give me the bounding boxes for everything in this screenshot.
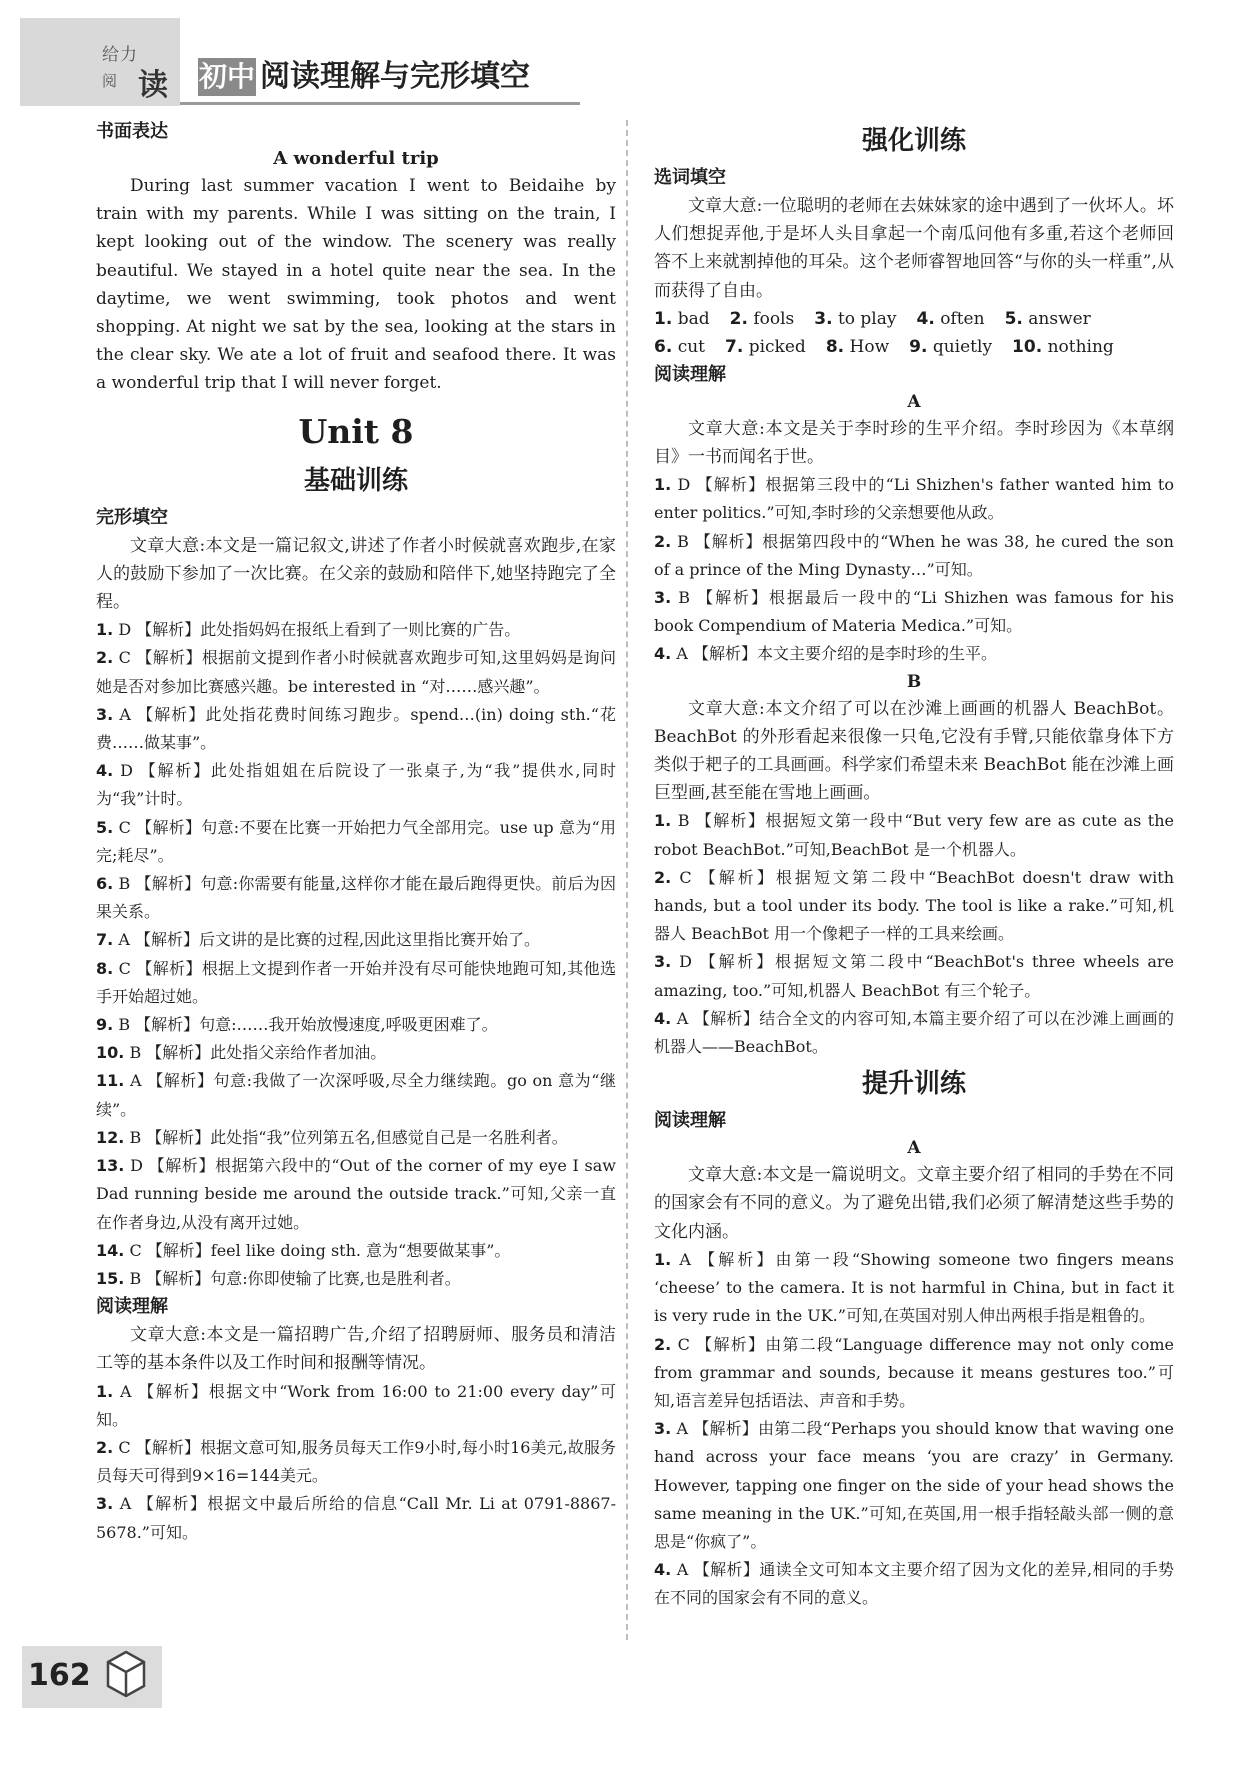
word-answer-text: picked: [748, 336, 806, 357]
answer-text: C 【解析】根据文意可知,服务员每天工作9小时,每小时16美元,故服务员每天可得到9×16=144美元。: [96, 1437, 616, 1486]
reading-label-improve: 阅读理解: [654, 1110, 726, 1132]
word-answer-text: fools: [753, 308, 795, 329]
answer-text: D 【解析】此处指妈妈在报纸上看到了一则比赛的广告。: [118, 620, 521, 640]
answer-number: 11.: [96, 1071, 125, 1091]
header-rule: [180, 102, 580, 105]
answer-number: 3.: [96, 1494, 114, 1514]
word-answer-text: How: [849, 336, 890, 357]
answer-text: B 【解析】根据第四段中的“When he was 38, he cured the son of a prince of the Ming Dynasty…”可知。: [654, 531, 1174, 579]
reading-label-right: 阅读理解: [654, 363, 726, 385]
answer-item: [96, 1237, 616, 1265]
answer-text: B 【解析】句意:你即使输了比赛,也是胜利者。: [129, 1268, 461, 1288]
answer-text: B 【解析】此处指父亲给作者加油。: [129, 1043, 387, 1063]
cloze-label: 完形填空: [96, 506, 168, 528]
answer-item: [654, 1556, 1174, 1612]
answer-number: 3.: [654, 588, 672, 608]
word-answer-text: often: [940, 308, 985, 329]
answer-number: 9.: [96, 1015, 114, 1035]
answer-number: 3.: [654, 1419, 672, 1439]
word-answer-number: 9.: [909, 336, 928, 357]
answer-number: 4.: [96, 761, 114, 781]
passage-b-label: B: [906, 671, 922, 692]
answer-text: A 【解析】由第二段“Perhaps you should know that waving one hand across your face means ‘you are crazy’ in Germany. However, tapping one finger on the side of your head shows the same meaning in the UK.”可知,在英国,用一根手指轻敲头部一侧的意思是“你疯了”。: [654, 1419, 1174, 1551]
answer-number: 12.: [96, 1127, 125, 1147]
word-answer: [1012, 337, 1114, 357]
answer-item: [96, 757, 616, 813]
essay-title: A wonderful trip: [273, 148, 439, 169]
answer-item: [654, 948, 1174, 1004]
answer-text: D 【解析】根据短文第二段中“BeachBot's three wheels are amazing, too.”可知,机器人 BeachBot 有三个轮子。: [654, 952, 1174, 1000]
answer-text: B 【解析】句意:……我开始放慢速度,呼吸更困难了。: [118, 1015, 498, 1035]
answer-text: B 【解析】根据最后一段中的“Li Shizhen was famous for his book Compendium of Materia Medica.”可知。: [654, 588, 1174, 636]
answer-number: 1.: [96, 620, 114, 640]
answer-number: 2.: [96, 1437, 114, 1457]
word-answer-row: [654, 333, 1174, 361]
answer-item: [654, 807, 1174, 863]
answer-item: [654, 1246, 1174, 1331]
answer-number: 5.: [96, 817, 114, 837]
answer-text: D 【解析】根据第三段中的“Li Shizhen's father wanted him to enter politics.”可知,李时珍的父亲想要他从政。: [654, 475, 1174, 523]
answer-number: 6.: [96, 874, 114, 894]
passage-a-label: A: [907, 391, 921, 412]
cloze-answer-list: [96, 616, 616, 1293]
answer-item: [96, 870, 616, 926]
improve-training-title: 提升训练: [861, 1069, 966, 1100]
written-expression-label: 书面表达: [96, 121, 168, 142]
answer-item: [654, 1415, 1174, 1556]
word-answer-text: bad: [677, 308, 710, 329]
word-fill-label: 选词填空: [654, 167, 726, 188]
word-answer-grid: [654, 305, 1174, 361]
word-answer-text: cut: [677, 336, 706, 357]
answer-text: B 【解析】句意:你需要有能量,这样你才能在最后跑得更快。前后为因果关系。: [96, 874, 616, 922]
answer-number: 14.: [96, 1240, 125, 1260]
answer-number: 10.: [96, 1043, 125, 1063]
answer-number: 8.: [96, 958, 114, 978]
answer-text: C 【解析】根据前文提到作者小时候就喜欢跑步可知,这里妈妈是询问她是否对参加比赛感兴趣。be interested in “对……感兴趣”。: [96, 648, 616, 696]
answer-text: A 【解析】根据文中“Work from 16:00 to 21:00 every day”可知。: [96, 1381, 616, 1429]
word-answer-number: 6.: [654, 336, 673, 357]
word-answer-number: 4.: [916, 308, 935, 329]
answer-item: [96, 1265, 616, 1293]
reading-summary: 文章大意:本文是一篇招聘广告,介绍了招聘厨师、服务员和清洁工等的基本条件以及工作时间和报酬等情况。: [96, 1325, 616, 1374]
answer-text: A 【解析】由第一段“Showing someone two fingers means ‘cheese’ to the camera. It is not harmful in China, but in fact it is very rude in the UK.”可知,在英国对别人伸出两根手指是粗鲁的。: [654, 1249, 1174, 1326]
answer-text: A 【解析】句意:我做了一次深呼吸,尽全力继续跑。go on 意为“继续”。: [96, 1071, 616, 1119]
answer-item: [654, 1005, 1174, 1061]
answer-text: A 【解析】后文讲的是比赛的过程,因此这里指比赛开始了。: [118, 930, 541, 950]
reading-answer-list: [96, 1378, 616, 1547]
answer-text: A 【解析】通读全文可知本文主要介绍了因为文化的差异,相同的手势在不同的国家会有不同的意义。: [654, 1560, 1174, 1608]
answer-text: C 【解析】feel like doing sth. 意为“想要做某事”。: [129, 1240, 511, 1260]
word-answer-number: 7.: [725, 336, 744, 357]
answer-number: 1.: [654, 475, 672, 495]
answer-item: [96, 701, 616, 757]
left-column: [96, 118, 616, 1547]
answer-text: D 【解析】根据第六段中的“Out of the corner of my eye I saw Dad running beside me around the outside track.”可知,父亲一直在作者身边,从没有离开过她。: [96, 1156, 616, 1232]
answer-item: [96, 814, 616, 870]
word-answer: [725, 337, 806, 357]
page-footer: [22, 1640, 182, 1720]
answer-item: [654, 528, 1174, 584]
answer-item: [96, 1124, 616, 1152]
answer-number: 3.: [654, 952, 672, 972]
level-tag: 初中: [198, 58, 256, 96]
answer-number: 1.: [654, 1249, 672, 1269]
book-title: 阅读理解与完形填空: [260, 59, 530, 94]
answer-item: [96, 1434, 616, 1490]
word-answer-number: 1.: [654, 308, 673, 329]
answer-number: 2.: [654, 531, 672, 551]
answer-number: 13.: [96, 1156, 125, 1176]
right-column: [654, 118, 1174, 1613]
passage-a2-summary: 文章大意:本文是一篇说明文。文章主要介绍了相同的手势在不同的国家会有不同的意义。为了避免出错,我们必须了解清楚这些手势的文化内涵。: [654, 1165, 1174, 1242]
answer-text: C 【解析】根据短文第二段中“BeachBot doesn't draw with hands, but a tool under its body. The tool is like a rake.”可知,机器人 BeachBot 用一个像耙子一样的工具来绘画。: [654, 867, 1174, 944]
answer-item: [654, 864, 1174, 949]
answer-item: [96, 926, 616, 954]
answer-text: B 【解析】根据短文第一段中“But very few are as cute as the robot BeachBot.”可知,BeachBot 是一个机器人。: [654, 811, 1174, 859]
answer-item: [654, 584, 1174, 640]
answer-number: 15.: [96, 1268, 125, 1288]
word-answer-row: [654, 305, 1174, 333]
word-answer: [814, 309, 896, 329]
cloze-summary: 文章大意:本文是一篇记叙文,讲述了作者小时候就喜欢跑步,在家人的鼓励下参加了一次比赛。在父亲的鼓励和陪伴下,她坚持跑完了全程。: [96, 535, 616, 613]
word-answer: [654, 309, 710, 329]
passage-a2-label: A: [907, 1138, 921, 1159]
answer-text: D 【解析】此处指姐姐在后院设了一张桌子,为“我”提供水,同时为“我”计时。: [96, 761, 616, 809]
passage-a-answer-list: [654, 471, 1174, 668]
answer-number: 2.: [654, 867, 672, 887]
answer-text: A 【解析】此处指花费时间练习跑步。spend…(in) doing sth.“花费……做某事”。: [96, 704, 616, 753]
word-answer: [909, 337, 992, 357]
answer-item: [96, 955, 616, 1011]
answer-item: [654, 1331, 1174, 1416]
answer-item: [96, 1152, 616, 1237]
word-answer-number: 10.: [1012, 336, 1043, 357]
word-answer-number: 8.: [825, 336, 845, 357]
answer-item: [96, 1490, 616, 1546]
answer-text: C 【解析】句意:不要在比赛一开始把力气全部用完。use up 意为“用完;耗尽”。: [96, 817, 616, 865]
passage-a2-answer-list: [654, 1246, 1174, 1613]
reading-label: 阅读理解: [96, 1296, 168, 1318]
word-answer-text: nothing: [1047, 336, 1114, 357]
word-answer: [730, 309, 795, 329]
answer-text: C 【解析】由第二段“Language difference may not only come from grammar and sounds, because it means gestures too.”可知,语言差异包括语法、声音和手势。: [654, 1334, 1174, 1410]
answer-number: 1.: [654, 811, 672, 831]
answer-number: 2.: [96, 648, 114, 668]
answer-text: A 【解析】结合全文的内容可知,本篇主要介绍了可以在沙滩上画画的机器人——BeachBot。: [654, 1008, 1174, 1057]
word-answer-number: 3.: [814, 308, 833, 329]
column-divider: [626, 120, 628, 1640]
answer-item: [96, 1039, 616, 1067]
answer-item: [96, 1378, 616, 1434]
answer-number: 7.: [96, 930, 114, 950]
passage-b-answer-list: [654, 807, 1174, 1061]
strengthen-training-title: 强化训练: [861, 126, 966, 156]
word-answer: [916, 309, 984, 329]
essay-text: During last summer vacation I went to Beidaihe by train with my parents. While I was sitting on the train, I kept looking out of the window. The scenery was really beautiful. We stayed in a hotel quite near the sea. In the daytime, we went swimming, took photos and went shopping. At night we sat by the sea, looking at the stars in the clear sky. We ate a lot of fruit and seafood there. It was a wonderful trip that I will never forget.: [96, 176, 616, 394]
passage-b-summary: 文章大意:本文介绍了可以在沙滩上画画的机器人 BeachBot。BeachBot 的外形看起来很像一只龟,它没有手臂,只能依靠身体下方类似于耙子的工具画画。科学家们希望未来 BeachBot 能在沙滩上画巨型画,甚至能在雪地上画画。: [654, 698, 1174, 804]
word-answer: [654, 337, 705, 357]
word-answer-text: quietly: [932, 336, 993, 357]
answer-number: 1.: [96, 1381, 114, 1401]
answer-text: C 【解析】根据上文提到作者一开始并没有尽可能快地跑可知,其他选手开始超过她。: [96, 958, 616, 1006]
word-answer-text: to play: [837, 308, 897, 329]
answer-item: [654, 471, 1174, 527]
answer-number: 2.: [654, 1334, 672, 1354]
answer-item: [96, 1011, 616, 1039]
page-header: [20, 18, 1230, 118]
answer-item: [96, 616, 616, 644]
brand-logo: 给力 阅 读: [102, 45, 168, 103]
answer-text: A 【解析】本文主要介绍的是李时珍的生平。: [676, 644, 997, 664]
word-answer-text: answer: [1028, 308, 1091, 329]
answer-number: 3.: [96, 704, 114, 724]
answer-item: [96, 1067, 616, 1123]
word-fill-summary: 文章大意:一位聪明的老师在去妹妹家的途中遇到了一伙坏人。坏人们想捉弄他,于是坏人头目拿起一个南瓜问他有多重,若这个老师回答不上来就割掉他的耳朵。这个老师睿智地回答“与你的头一样重”,从而获得了自由。: [654, 196, 1174, 301]
answer-number: 4.: [654, 1008, 672, 1028]
answer-text: A 【解析】根据文中最后所给的信息“Call Mr. Li at 0791-8867-5678.”可知。: [96, 1494, 616, 1542]
unit-title: Unit 8: [298, 411, 414, 451]
answer-item: [96, 644, 616, 700]
page-number: 162: [28, 1658, 91, 1693]
answer-number: 4.: [654, 644, 672, 664]
answer-item: [654, 640, 1174, 668]
word-answer-number: 5.: [1004, 308, 1023, 329]
word-answer: [1005, 309, 1091, 329]
basic-training-title: 基础训练: [303, 465, 408, 496]
passage-a-summary: 文章大意:本文是关于李时珍的生平介绍。李时珍因为《本草纲目》一书而闻名于世。: [654, 418, 1174, 468]
answer-number: 4.: [654, 1560, 672, 1580]
word-answer: [826, 337, 889, 357]
word-answer-number: 2.: [729, 308, 748, 329]
answer-text: B 【解析】此处指“我”位列第五名,但感觉自己是一名胜利者。: [129, 1127, 568, 1147]
cube-icon: [104, 1648, 148, 1700]
